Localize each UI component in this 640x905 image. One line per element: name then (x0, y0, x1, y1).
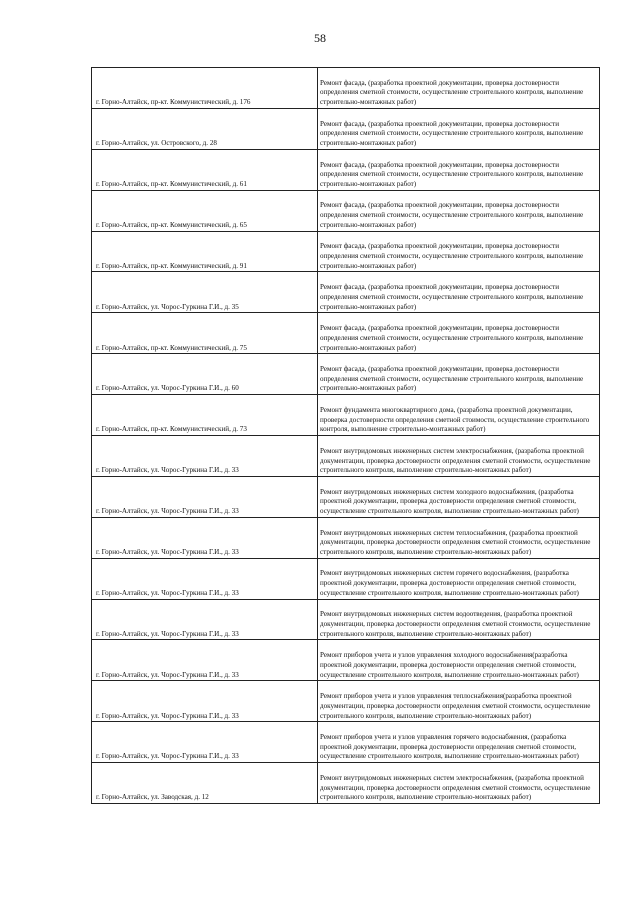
work-description-cell: Ремонт внутридомовых инженерных систем теплоснабжения, (разработка проектной документации, проверка достоверности определения сметной стоимости, осуществление строительного контроля, выполнение строительно-монтажных работ) (318, 517, 600, 558)
address-cell: г. Горно-Алтайск, ул. Чорос-Гуркина Г.И., д. 35 (92, 272, 318, 313)
table-row (92, 599, 600, 640)
table-row (92, 108, 600, 149)
work-description-cell: Ремонт приборов учета и узлов управления теплоснабжения(разработка проектной документации, проверка достоверности определения сметной стоимости, осуществление строительного контроля, выполнение строительно-монтажных работ) (318, 681, 600, 722)
work-description-cell: Ремонт внутридомовых инженерных систем электроснабжения, (разработка проектной документации, проверка достоверности определения сметной стоимости, осуществление строительного контроля, выполнение строительно-монтажных работ) (318, 436, 600, 477)
work-description-cell: Ремонт фасада, (разработка проектной документации, проверка достоверности определения сметной стоимости, осуществление строительного контроля, выполнение строительно-монтажных работ) (318, 108, 600, 149)
work-description-cell: Ремонт приборов учета и узлов управления холодного водоснабжения(разработка проектной документации, проверка достоверности определения сметной стоимости, осуществление строительного контроля, выполнение строительно-монтажных работ) (318, 640, 600, 681)
table-row (92, 272, 600, 313)
address-cell: г. Горно-Алтайск, ул. Чорос-Гуркина Г.И., д. 33 (92, 517, 318, 558)
work-description-cell: Ремонт фасада, (разработка проектной документации, проверка достоверности определения сметной стоимости, осуществление строительного контроля, выполнение строительно-монтажных работ) (318, 231, 600, 272)
address-cell: г. Горно-Алтайск, ул. Островского, д. 28 (92, 108, 318, 149)
work-description-cell: Ремонт фасада, (разработка проектной документации, проверка достоверности определения сметной стоимости, осуществление строительного контроля, выполнение строительно-монтажных работ) (318, 149, 600, 190)
table-row (92, 517, 600, 558)
table-row (92, 231, 600, 272)
table-row (92, 313, 600, 354)
table-row (92, 476, 600, 517)
address-cell: г. Горно-Алтайск, пр-кт. Коммунистический, д. 61 (92, 149, 318, 190)
address-cell: г. Горно-Алтайск, ул. Чорос-Гуркина Г.И., д. 60 (92, 354, 318, 395)
work-description-cell: Ремонт фасада, (разработка проектной документации, проверка достоверности определения сметной стоимости, осуществление строительного контроля, выполнение строительно-монтажных работ) (318, 354, 600, 395)
table-row (92, 436, 600, 477)
work-description-cell: Ремонт внутридомовых инженерных систем водоотведения, (разработка проектной документации, проверка достоверности определения сметной стоимости, осуществление строительного контроля, выполнение строительно-монтажных работ) (318, 599, 600, 640)
works-table-body (92, 68, 600, 804)
works-table (91, 67, 600, 804)
work-description-cell: Ремонт внутридомовых инженерных систем электроснабжения, (разработка проектной документации, проверка достоверности определения сметной стоимости, осуществление строительного контроля, выполнение строительно-монтажных работ) (318, 763, 600, 804)
address-cell: г. Горно-Алтайск, пр-кт. Коммунистический, д. 176 (92, 68, 318, 109)
address-cell: г. Горно-Алтайск, пр-кт. Коммунистический, д. 75 (92, 313, 318, 354)
table-row (92, 763, 600, 804)
address-cell: г. Горно-Алтайск, ул. Заводская, д. 12 (92, 763, 318, 804)
address-cell: г. Горно-Алтайск, ул. Чорос-Гуркина Г.И., д. 33 (92, 558, 318, 599)
table-row (92, 190, 600, 231)
address-cell: г. Горно-Алтайск, ул. Чорос-Гуркина Г.И., д. 33 (92, 436, 318, 477)
address-cell: г. Горно-Алтайск, пр-кт. Коммунистический, д. 73 (92, 395, 318, 436)
table-row (92, 68, 600, 109)
work-description-cell: Ремонт фасада, (разработка проектной документации, проверка достоверности определения сметной стоимости, осуществление строительного контроля, выполнение строительно-монтажных работ) (318, 272, 600, 313)
table-row (92, 354, 600, 395)
work-description-cell: Ремонт внутридомовых инженерных систем горячего водоснабжения, (разработка проектной документации, проверка достоверности определения сметной стоимости, осуществление строительного контроля, выполнение строительно-монтажных работ) (318, 558, 600, 599)
address-cell: г. Горно-Алтайск, ул. Чорос-Гуркина Г.И., д. 33 (92, 722, 318, 763)
table-row (92, 395, 600, 436)
work-description-cell: Ремонт фасада, (разработка проектной документации, проверка достоверности определения сметной стоимости, осуществление строительного контроля, выполнение строительно-монтажных работ) (318, 68, 600, 109)
table-row (92, 149, 600, 190)
page-number: 58 (314, 31, 326, 45)
table-row (92, 681, 600, 722)
work-description-cell: Ремонт приборов учета и узлов управления горячего водоснабжения, (разработка проектной документации, проверка достоверности определения сметной стоимости, осуществление строительного контроля, выполнение строительно-монтажных работ) (318, 722, 600, 763)
address-cell: г. Горно-Алтайск, ул. Чорос-Гуркина Г.И., д. 33 (92, 476, 318, 517)
address-cell: г. Горно-Алтайск, ул. Чорос-Гуркина Г.И., д. 33 (92, 681, 318, 722)
address-cell: г. Горно-Алтайск, ул. Чорос-Гуркина Г.И., д. 33 (92, 640, 318, 681)
table-row (92, 640, 600, 681)
table-row (92, 722, 600, 763)
address-cell: г. Горно-Алтайск, пр-кт. Коммунистический, д. 65 (92, 190, 318, 231)
work-description-cell: Ремонт фундамента многоквартирного дома, (разработка проектной документации, проверка достоверности определения сметной стоимости, осуществление строительного контроля, выполнение строительно-монтажных работ) (318, 395, 600, 436)
work-description-cell: Ремонт внутридомовых инженерных систем холодного водоснабжения, (разработка проектной документации, проверка достоверности определения сметной стоимости, осуществление строительного контроля, выполнение строительно-монтажных работ) (318, 476, 600, 517)
work-description-cell: Ремонт фасада, (разработка проектной документации, проверка достоверности определения сметной стоимости, осуществление строительного контроля, выполнение строительно-монтажных работ) (318, 313, 600, 354)
address-cell: г. Горно-Алтайск, пр-кт. Коммунистический, д. 91 (92, 231, 318, 272)
table-row (92, 558, 600, 599)
address-cell: г. Горно-Алтайск, ул. Чорос-Гуркина Г.И., д. 33 (92, 599, 318, 640)
work-description-cell: Ремонт фасада, (разработка проектной документации, проверка достоверности определения сметной стоимости, осуществление строительного контроля, выполнение строительно-монтажных работ) (318, 190, 600, 231)
